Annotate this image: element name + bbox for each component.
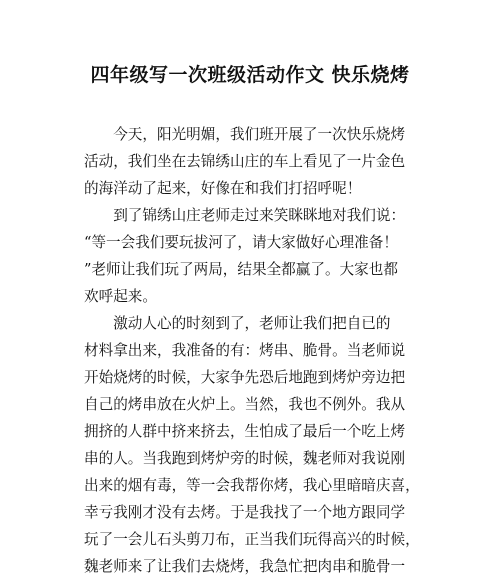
- text-line: 魏老师来了让我们去烧烤，我急忙把肉串和脆骨一: [84, 558, 406, 575]
- text-line: 激动人心的时刻到了，老师让我们把自已的: [84, 315, 391, 332]
- text-line: 活动，我们坐在去锦绣山庄的车上看见了一片金色: [84, 153, 406, 170]
- text-line: ”老师让我们玩了两局，结果全都赢了。大家也都: [84, 261, 398, 278]
- text-line: 欢呼起来。: [84, 288, 157, 305]
- document-title: 四年级写一次班级活动作文 快乐烧烤: [90, 64, 410, 86]
- text-line: 的海洋动了起来，好像在和我们打招呼呢！: [84, 180, 362, 197]
- text-line: 拥挤的人群中挤来挤去，生怕成了最后一个吃上烤: [84, 423, 406, 440]
- text-line: 自己的烤串放在火炉上。当然，我也不例外。我从: [84, 396, 406, 413]
- text-line: 今天，阳光明媚，我们班开展了一次快乐烧烤: [84, 126, 406, 143]
- text-line: 玩了一会儿石头剪刀布，正当我们玩得高兴的时候，: [84, 531, 420, 548]
- text-line: 到了锦绣山庄老师走过来笑眯眯地对我们说：: [84, 207, 406, 224]
- text-line: 出来的烟有毒，等一会我帮你烤，我心里暗暗庆喜，: [84, 477, 420, 494]
- text-line: “等一会我们要玩拔河了，请大家做好心理准备！: [84, 234, 398, 251]
- text-line: 串的人。当我跑到烤炉旁的时候，魏老师对我说刚: [84, 450, 406, 467]
- text-line: 幸亏我刚才没有去烤。于是我找了一个地方跟同学: [84, 504, 406, 521]
- text-line: 材料拿出来，我准备的有：烤串、脆骨。当老师说: [84, 342, 406, 359]
- text-line: 开始烧烤的时候，大家争先恐后地跑到烤炉旁边把: [84, 369, 406, 386]
- essay-body: [84, 121, 434, 580]
